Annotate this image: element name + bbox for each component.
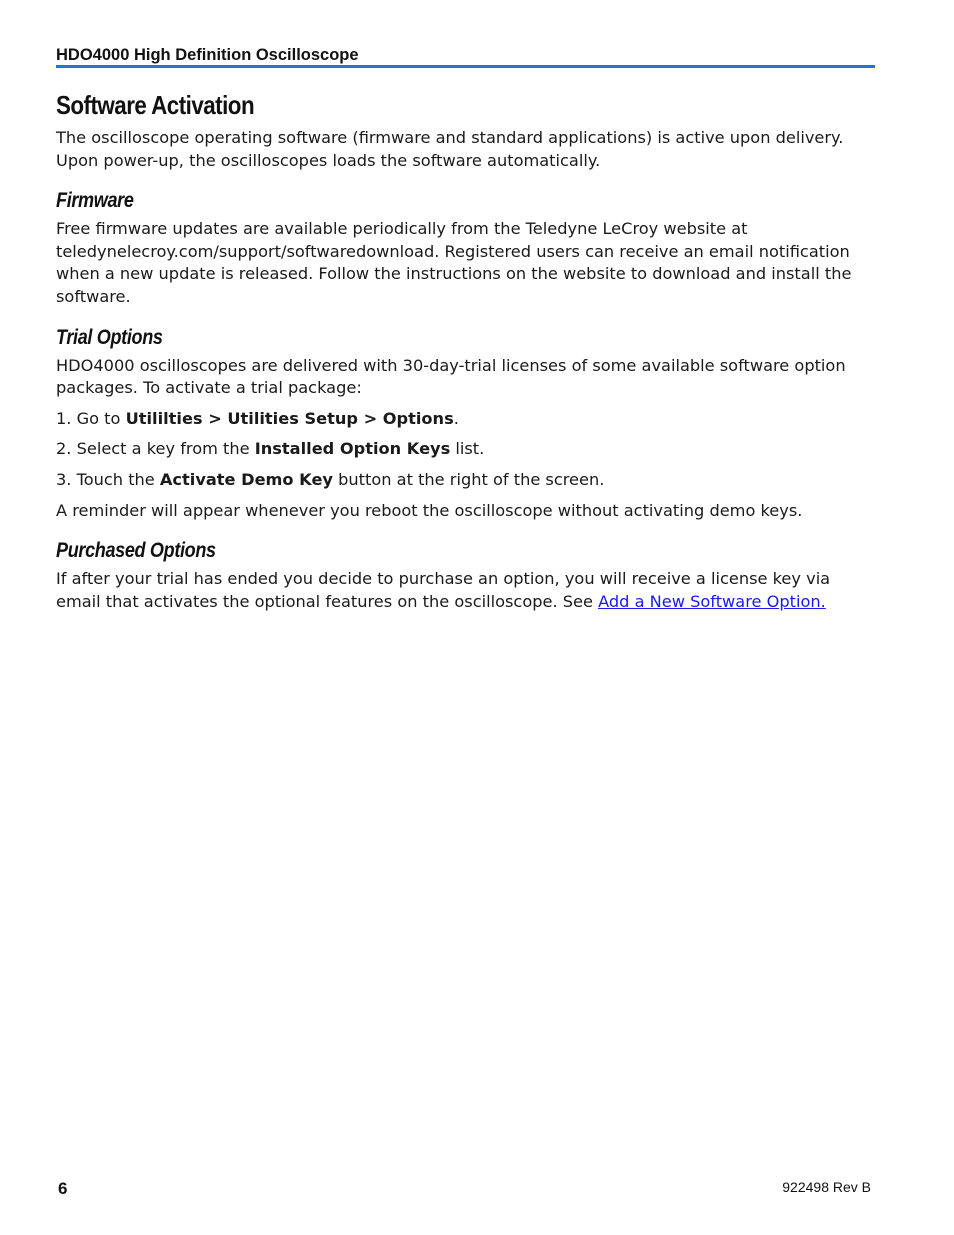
step-bold: Utililties > Utilities Setup > Options	[125, 408, 454, 428]
page-number: 6	[58, 1179, 68, 1198]
step-text: 1. Go to	[56, 408, 126, 428]
page-content	[56, 88, 876, 613]
trial-step-3	[56, 469, 876, 492]
step-bold: Activate Demo Key	[159, 469, 333, 489]
document-id: 922498 Rev B	[782, 1179, 871, 1195]
step-text: 2. Select a key from the	[56, 439, 255, 459]
spacer	[56, 522, 876, 538]
trial-step-2	[56, 438, 876, 461]
step-bold: Installed Option Keys	[254, 439, 451, 459]
running-header: HDO4000 High Definition Oscilloscope	[56, 46, 359, 64]
section-intro: The oscilloscope operating software (firmware and standard applications) is active upon delivery. Upon power-up, the oscilloscopes loads the software automatically.	[56, 128, 844, 170]
purchased-body	[56, 568, 876, 613]
header-rule	[56, 65, 875, 68]
step-text: 3. Touch the	[56, 469, 160, 489]
trial-step-1	[56, 408, 876, 431]
trial-reminder: A reminder will appear whenever you reboot the oscilloscope without activating demo keys.	[56, 500, 803, 520]
spacer	[56, 309, 876, 325]
trial-options-heading: Trial Options	[56, 325, 163, 349]
spacer	[56, 172, 876, 188]
firmware-body: Free firmware updates are available periodically from the Teledyne LeCroy website at teledynelecroy.com/support/softwaredownload. Registered users can receive an email notification when a new update is released. Follow the instructions on the website to download and install the software.	[56, 219, 852, 306]
trial-intro: HDO4000 oscilloscopes are delivered with 30-day-trial licenses of some available software option packages. To activate a trial package:	[56, 355, 846, 398]
step-text: button at the right of the screen.	[332, 469, 605, 489]
firmware-heading: Firmware	[56, 189, 134, 213]
step-text: list.	[450, 439, 485, 459]
add-software-option-link[interactable]: Add a New Software Option.	[598, 591, 826, 611]
section-title: Software Activation	[56, 90, 255, 120]
step-text: .	[453, 408, 459, 428]
purchased-text: If after your trial has ended you decide to purchase an option, you will receive a license key via email that activates the optional features on the oscilloscope. See	[56, 569, 831, 611]
purchased-options-heading: Purchased Options	[56, 539, 216, 563]
